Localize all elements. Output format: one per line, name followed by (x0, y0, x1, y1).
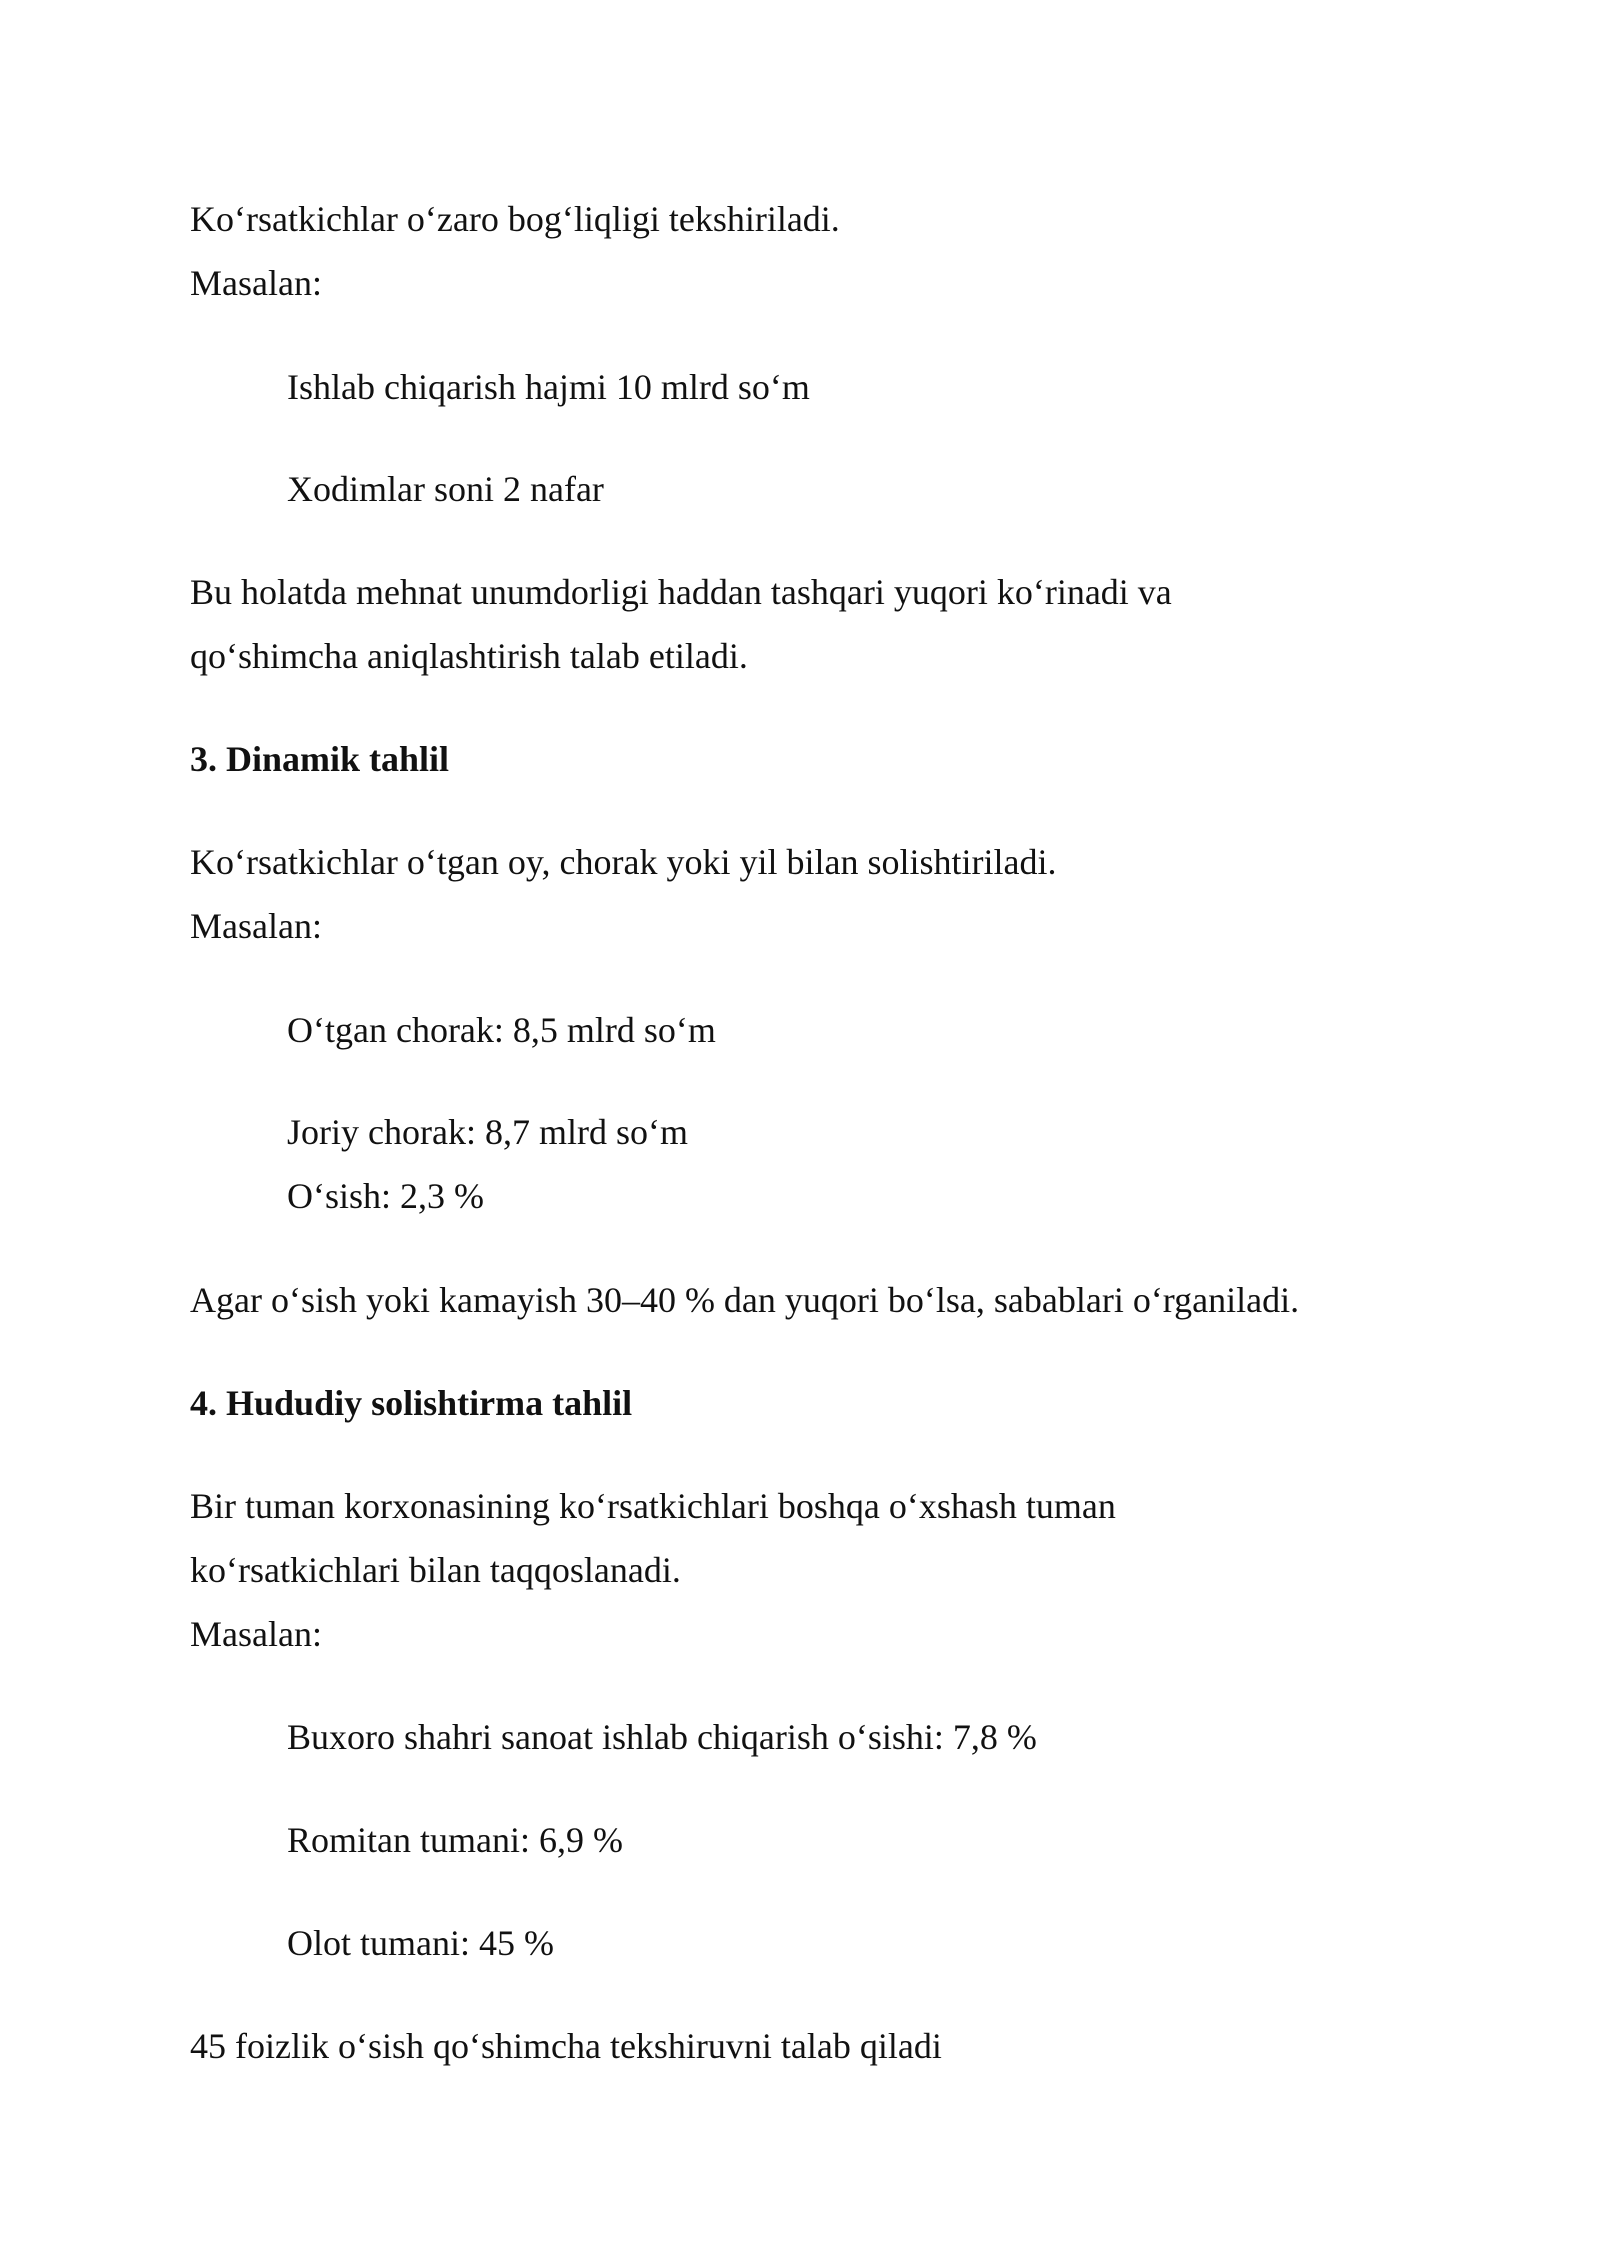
example-label: Masalan: (190, 263, 322, 303)
example-item: Joriy chorak: 8,7 mlrd so‘m (287, 1112, 688, 1152)
paragraph-line: Ko‘rsatkichlar o‘zaro bog‘liqligi tekshiriladi. (190, 199, 840, 239)
paragraph-line: Agar o‘sish yoki kamayish 30–40 % dan yuqori bo‘lsa, sabablari o‘rganiladi. (190, 1280, 1300, 1320)
example-item: Xodimlar soni 2 nafar (287, 469, 604, 509)
example-item: O‘tgan chorak: 8,5 mlrd so‘m (287, 1010, 716, 1050)
paragraph-line: Bu holatda mehnat unumdorligi haddan tashqari yuqori ko‘rinadi va (190, 572, 1172, 612)
example-label: Masalan: (190, 1614, 322, 1654)
paragraph-line: Bir tuman korxonasining ko‘rsatkichlari boshqa o‘xshash tuman (190, 1486, 1116, 1526)
paragraph-line: qo‘shimcha aniqlashtirish talab etiladi. (190, 636, 748, 676)
example-item: Olot tumani: 45 % (287, 1923, 554, 1963)
example-item: Ishlab chiqarish hajmi 10 mlrd so‘m (287, 367, 810, 407)
example-label: Masalan: (190, 906, 322, 946)
example-item: Romitan tumani: 6,9 % (287, 1820, 623, 1860)
section-heading: 4. Hududiy solishtirma tahlil (190, 1383, 633, 1423)
example-item: Buxoro shahri sanoat ishlab chiqarish o‘sishi: 7,8 % (287, 1717, 1037, 1757)
paragraph-line: 45 foizlik o‘sish qo‘shimcha tekshiruvni talab qiladi (190, 2026, 942, 2066)
paragraph-line: Ko‘rsatkichlar o‘tgan oy, chorak yoki yil bilan solishtiriladi. (190, 842, 1057, 882)
section-heading: 3. Dinamik tahlil (190, 739, 450, 779)
example-item: O‘sish: 2,3 % (287, 1176, 484, 1216)
paragraph-line: ko‘rsatkichlari bilan taqqoslanadi. (190, 1550, 681, 1590)
